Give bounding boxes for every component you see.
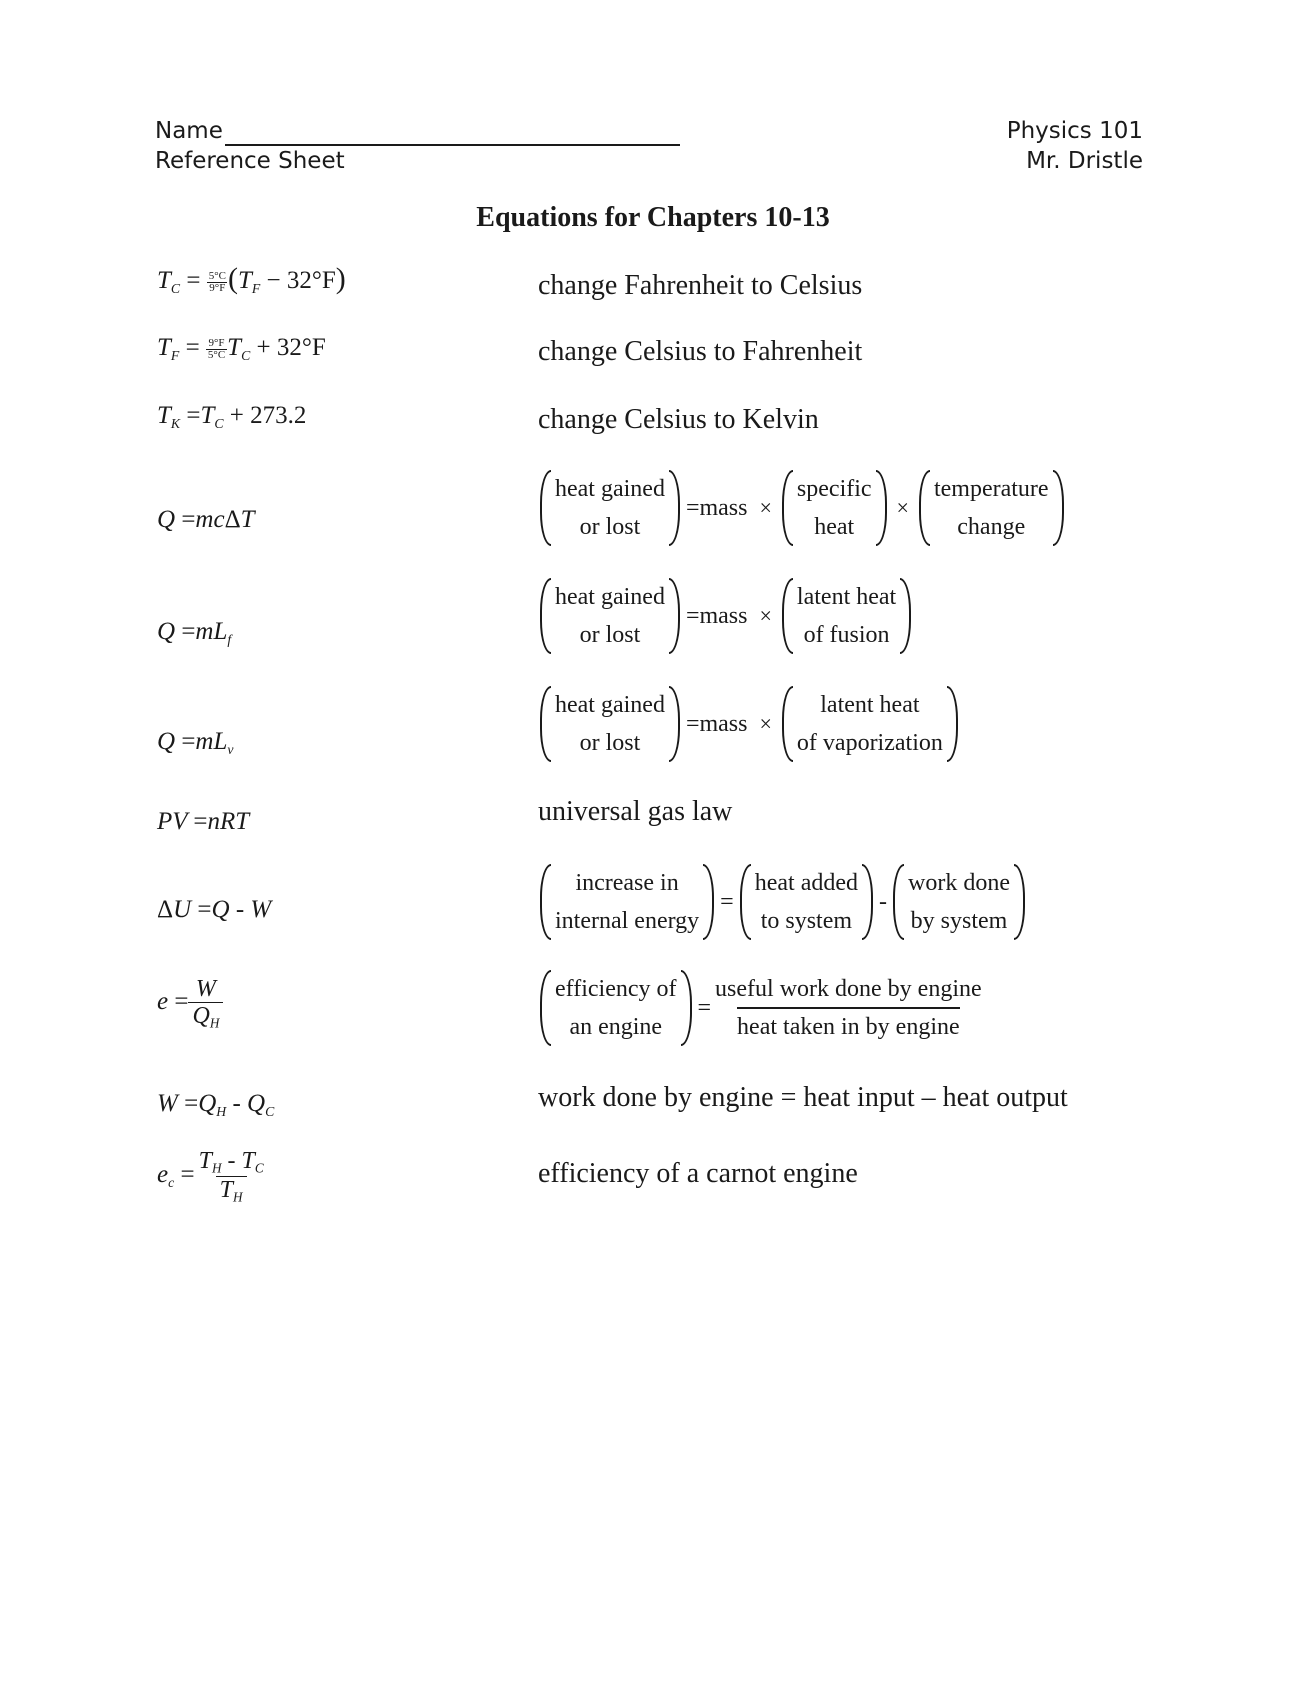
name-field[interactable] xyxy=(155,116,680,146)
equation-formula: $Q =mL_v$ xyxy=(157,728,234,757)
sheet-label: Reference Sheet xyxy=(155,148,345,174)
equation-description: change Celsius to Fahrenheit xyxy=(538,336,863,367)
equation-formula: $T_K =T_C + 273.2$ xyxy=(157,402,307,431)
equation-description: efficiency of an engine = useful work done by engine heat taken in by engine xyxy=(538,970,982,1046)
header-right xyxy=(1007,116,1143,176)
equation-formula: Q =mcΔT xyxy=(157,506,255,533)
equation-formula: $Q =mL_f$ xyxy=(157,618,232,647)
header-left xyxy=(155,116,680,176)
equation-formula: $T_F$ = $\frac{9^\circ F}{5^\circ C}$ $T_C + 32^\circ F$ xyxy=(157,334,326,363)
course-name: Physics 101 xyxy=(1006,118,1143,144)
equation-description: heat gained or lost =mass × latent heat of fusion xyxy=(538,578,913,654)
equation-description: efficiency of a carnot engine xyxy=(538,1158,858,1189)
equation-description: change Fahrenheit to Celsius xyxy=(538,270,863,301)
equation-description: heat gained or lost =mass × latent heat of vaporization xyxy=(538,686,960,762)
equation-formula: $e_c$ = $\frac{T_H - T_C}{T_H}$ xyxy=(157,1148,264,1205)
equation-description: change Celsius to Kelvin xyxy=(538,404,819,435)
equation-formula: $W =Q_H - Q_C$ xyxy=(157,1090,275,1119)
equation-description: heat gained or lost =mass × specific heat × temperature change xyxy=(538,470,1066,546)
equation-formula: ΔU =Q - W xyxy=(157,896,272,923)
teacher-name: Mr. Dristle xyxy=(1026,148,1143,174)
equation-formula: PV =nRT xyxy=(157,808,250,835)
equation-formula: $T_C$ = $\frac{5^\circ C}{9^\circ F}$ $(T_F - 32^\circ F)$ xyxy=(157,262,346,296)
equation-description: increase in internal energy = heat added to system - work done by system xyxy=(538,864,1027,940)
name-label: Name xyxy=(155,118,223,144)
name-blank-line[interactable] xyxy=(225,122,680,146)
equation-formula: e = $\frac{W}{Q_H}$ xyxy=(157,976,223,1031)
page-title: Equations for Chapters 10-13 xyxy=(476,202,830,233)
equation-description: work done by engine = heat input – heat output xyxy=(538,1082,1068,1113)
equation-description: universal gas law xyxy=(538,796,733,827)
